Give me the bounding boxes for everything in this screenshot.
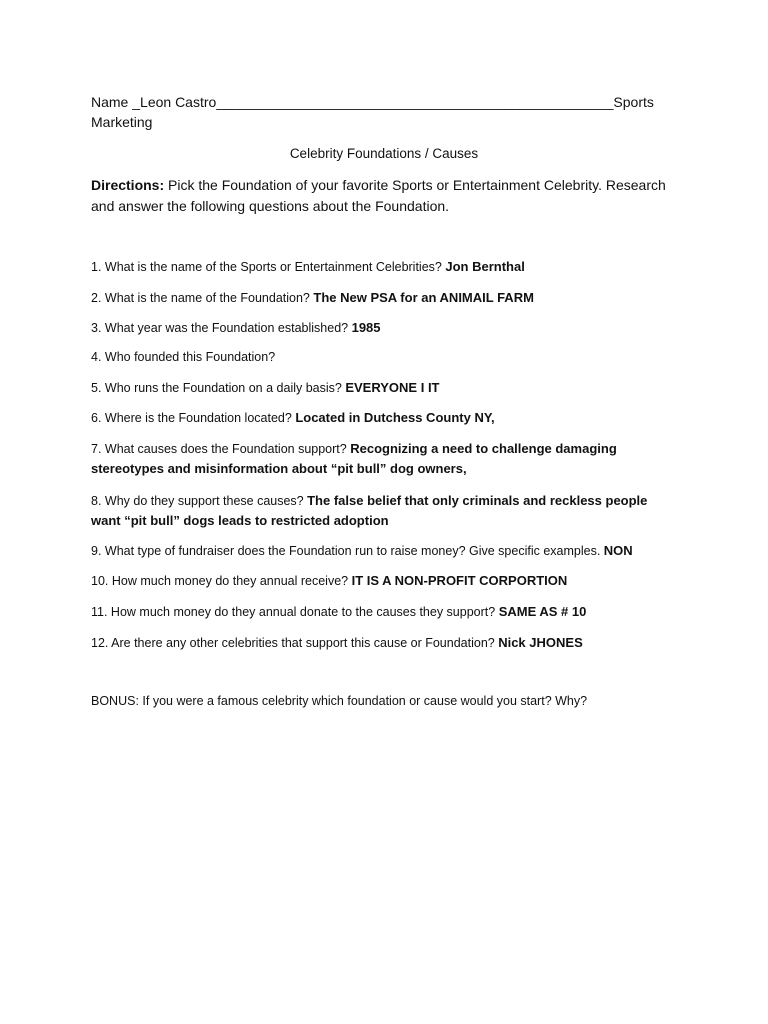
- answer-text: Located in Dutchess County NY,: [295, 410, 495, 425]
- course-label-2: Marketing: [91, 114, 153, 130]
- directions-text: Pick the Foundation of your favorite Sports or Entertainment Celebrity. Research and answer the following questions about the Foundation.: [91, 177, 666, 214]
- question-2: [91, 288, 666, 308]
- question-text: 12. Are there any other celebrities that support this cause or Foundation?: [91, 636, 495, 650]
- answer-text: The false belief that only criminals and reckless people want “pit bull” dogs leads to restricted adoption: [91, 493, 648, 528]
- name-label: Name: [91, 94, 129, 110]
- question-text: 11. How much money do they annual donate to the causes they support?: [91, 605, 496, 619]
- directions-label: Directions:: [91, 177, 165, 193]
- question-text: 9. What type of fundraiser does the Foundation run to raise money? Give specific examples.: [91, 544, 601, 558]
- question-text: 1. What is the name of the Sports or Entertainment Celebrities?: [91, 260, 442, 274]
- question-1: [91, 257, 666, 277]
- answer-text: SAME AS # 10: [498, 604, 587, 619]
- question-12: [91, 633, 666, 653]
- question-3: [91, 318, 666, 338]
- question-6: [91, 408, 666, 428]
- question-text: 4. Who founded this Foundation?: [91, 350, 276, 364]
- question-7: [91, 439, 666, 479]
- header: [91, 92, 654, 132]
- answer-text: Recognizing a need to challenge damaging stereotypes and misinformation about “pit bull” dog owners,: [91, 441, 617, 476]
- header-line: [91, 92, 654, 112]
- bonus-question: BONUS: If you were a famous celebrity which foundation or cause would you start? Why?: [91, 694, 588, 708]
- course-label-1: Sports: [613, 94, 654, 110]
- answer-text: Nick JHONES: [498, 635, 583, 650]
- question-5: [91, 378, 666, 398]
- question-9: [91, 541, 666, 561]
- question-8: [91, 491, 666, 531]
- name-underline: ___________________________________________________: [216, 94, 614, 110]
- page-title: Celebrity Foundations / Causes: [289, 146, 479, 161]
- answer-text: 1985: [351, 320, 381, 335]
- directions: [91, 175, 666, 217]
- question-text: 8. Why do they support these causes?: [91, 494, 304, 508]
- answer-text: EVERYONE I IT: [345, 380, 440, 395]
- answer-text: The New PSA for an ANIMAIL FARM: [313, 290, 534, 305]
- question-text: 7. What causes does the Foundation support?: [91, 442, 347, 456]
- question-text: 10. How much money do they annual receive?: [91, 574, 349, 588]
- answer-text: IT IS A NON-PROFIT CORPORTION: [351, 573, 568, 588]
- answer-text: NON: [603, 543, 633, 558]
- question-11: [91, 602, 666, 622]
- question-text: 3. What year was the Foundation established?: [91, 321, 349, 335]
- name-field: [91, 92, 613, 112]
- question-text: 5. Who runs the Foundation on a daily basis?: [91, 381, 342, 395]
- question-10: [91, 571, 666, 591]
- question-4: [91, 347, 666, 367]
- question-text: 2. What is the name of the Foundation?: [91, 291, 310, 305]
- answer-text: Jon Bernthal: [445, 259, 525, 274]
- name-value: _Leon Castro: [132, 94, 217, 110]
- question-text: 6. Where is the Foundation located?: [91, 411, 292, 425]
